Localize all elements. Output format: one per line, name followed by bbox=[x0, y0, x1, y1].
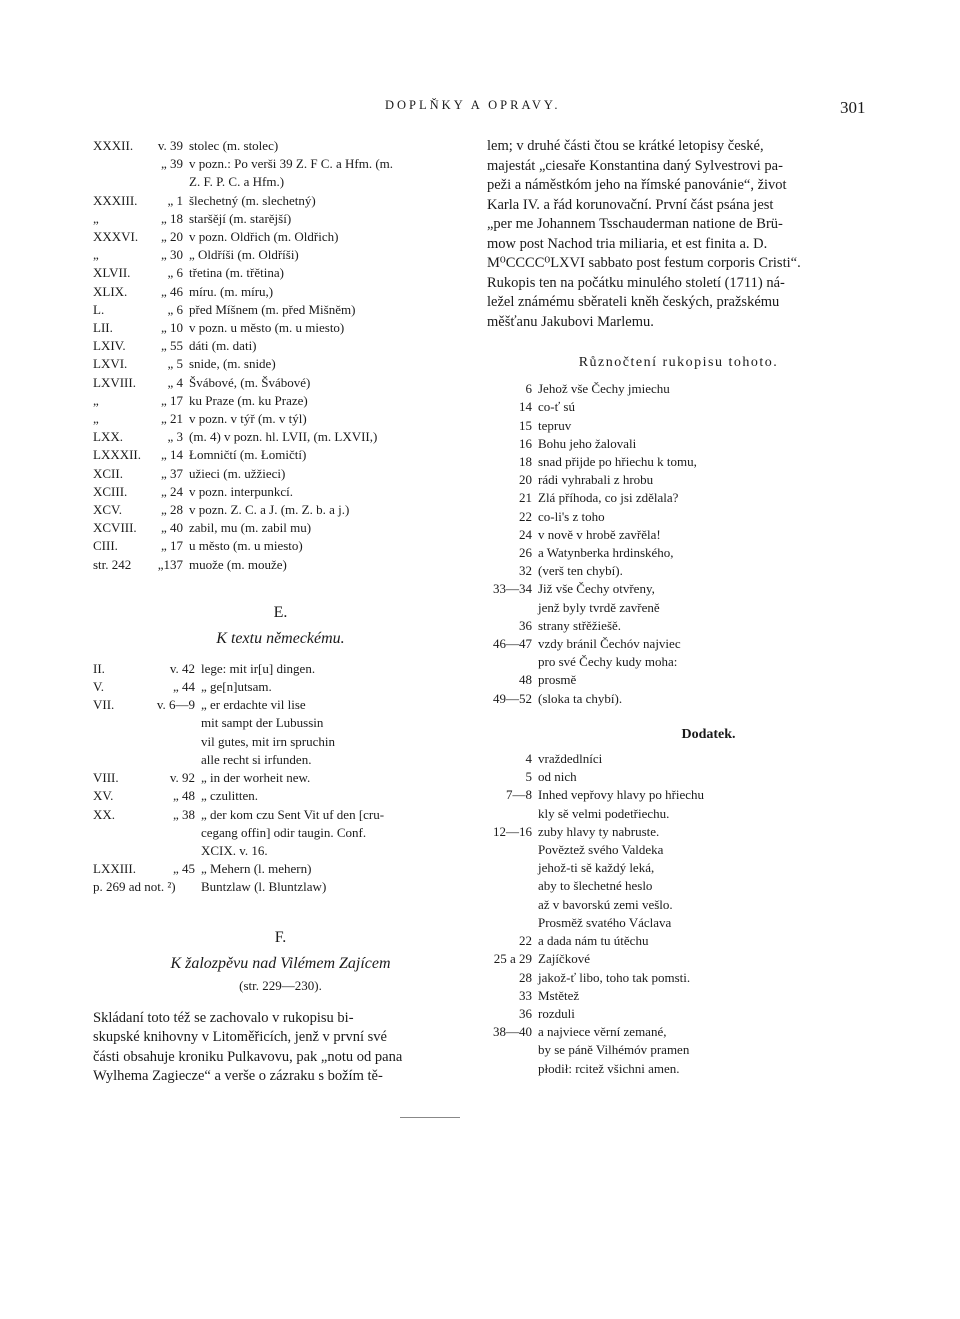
dodatek-verse-number: 5 bbox=[525, 769, 532, 785]
errata-correction: u město (m. u miesto) bbox=[189, 538, 303, 554]
readings-row bbox=[487, 508, 870, 526]
errata-verse: „ 18 bbox=[160, 210, 183, 226]
section-e-text: alle recht si irfunden. bbox=[201, 751, 312, 767]
dodatek-row bbox=[487, 896, 870, 914]
readings-row bbox=[487, 417, 870, 435]
right-paragraph bbox=[487, 137, 870, 332]
readings-row bbox=[487, 653, 870, 671]
section-f-paragraph bbox=[93, 1009, 468, 1087]
paragraph-line: Rukopis ten na počátku minulého století (1711) ná- bbox=[487, 274, 785, 291]
section-e-row bbox=[93, 733, 468, 751]
dodatek-row bbox=[487, 768, 870, 786]
errata-verse: „ 17 bbox=[160, 392, 183, 408]
section-e-verse: v. 92 bbox=[169, 770, 195, 786]
errata-correction: v pozn. v týř (m. v týl) bbox=[189, 411, 307, 427]
readings-verse-number: 24 bbox=[519, 526, 532, 542]
section-e-letter: E. bbox=[273, 603, 288, 621]
dodatek-row bbox=[487, 1005, 870, 1023]
paragraph-line: „per me Johannem Tsschauderman natione de Brü- bbox=[487, 216, 783, 232]
page-divider bbox=[400, 1117, 460, 1118]
readings-row bbox=[487, 489, 870, 507]
paragraph-line: peži a náměstkóm jeho na římské panovánie“, život bbox=[487, 177, 787, 193]
errata-correction: ku Praze (m. ku Praze) bbox=[189, 392, 308, 408]
readings-verse-number: 46—47 bbox=[493, 636, 532, 652]
errata-chapter: XCIII. bbox=[93, 483, 128, 499]
dodatek-verse-number bbox=[487, 1060, 538, 1078]
dodatek-verse-number bbox=[487, 877, 538, 895]
section-e-chapter bbox=[93, 824, 145, 842]
errata-chapter: XCV. bbox=[93, 502, 123, 518]
readings-verse-text: co-ť sú bbox=[538, 399, 575, 415]
errata-chapter: LXXXII. bbox=[93, 447, 142, 463]
section-e-row bbox=[93, 678, 468, 696]
readings-verse-text: strany střěžiešě. bbox=[538, 617, 622, 633]
errata-row bbox=[93, 519, 468, 537]
errata-chapter: LXVIII. bbox=[93, 374, 136, 390]
readings-row bbox=[487, 435, 870, 453]
dodatek-verse-number bbox=[487, 805, 538, 823]
paragraph-line: skupské knihovny v Litoměřicích, jenž v první své bbox=[93, 1029, 387, 1046]
errata-chapter: XCVIII. bbox=[93, 520, 137, 536]
paragraph-line: mow post Nachod tria miliaria, et est finita a. D. bbox=[487, 235, 768, 252]
right-column bbox=[487, 137, 870, 1078]
section-e-chapter bbox=[93, 714, 145, 732]
errata-row bbox=[93, 192, 468, 210]
dodatek-row bbox=[487, 750, 870, 768]
section-e-row bbox=[93, 787, 468, 805]
errata-correction: míru. (m. míru,) bbox=[189, 283, 274, 299]
paragraph-line: části obsahuje kroniku Pulkavovu, pak „notu od pana bbox=[93, 1048, 403, 1065]
readings-row bbox=[487, 580, 870, 598]
dodatek-verse-text: jakož-ť libo, toho tak pomsti. bbox=[538, 969, 691, 985]
errata-chapter: LXX. bbox=[93, 429, 123, 445]
errata-verse bbox=[149, 173, 189, 191]
errata-verse: v. 39 bbox=[157, 138, 183, 153]
errata-row bbox=[93, 337, 468, 355]
paragraph-line: lem; v druhé části čtou se krátké letopisy české, bbox=[487, 138, 764, 154]
errata-verse: „ 21 bbox=[160, 411, 183, 427]
errata-row bbox=[93, 210, 468, 228]
readings-verse-number: 22 bbox=[519, 508, 532, 524]
errata-verse: „ 46 bbox=[160, 283, 183, 299]
errata-correction: Švábové, (m. Švábové) bbox=[189, 374, 311, 390]
section-e-row bbox=[93, 769, 468, 787]
paragraph-line: M⁰CCCC⁰LXVI sabbato post festum corporis Cristi“. bbox=[487, 255, 801, 271]
section-f-title: K žalozpěvu nad Vilémem Zajícem bbox=[170, 954, 391, 972]
errata-verse: „ 37 bbox=[160, 465, 183, 481]
readings-verse-number: 26 bbox=[519, 545, 532, 561]
section-e-chapter: II. bbox=[93, 660, 105, 676]
section-e-verse: „ 45 bbox=[172, 861, 195, 877]
dodatek-verse-number bbox=[487, 896, 538, 914]
section-e-row bbox=[93, 660, 468, 678]
errata-row bbox=[93, 283, 468, 301]
readings-row bbox=[487, 526, 870, 544]
section-e-verse bbox=[145, 824, 201, 842]
errata-chapter: XXXII. bbox=[93, 138, 134, 153]
dodatek-row bbox=[487, 786, 870, 804]
dodatek-verse-text: až v bavorskú zemi vešlo. bbox=[538, 896, 673, 912]
dodatek-row bbox=[487, 1041, 870, 1059]
dodatek-verse-number: 33 bbox=[519, 987, 532, 1003]
section-e-verse bbox=[145, 733, 201, 751]
readings-verse-text: v nově v hrobě zavřěla! bbox=[538, 526, 661, 542]
section-e-verse bbox=[145, 842, 201, 860]
dodatek-verse-text: Pověztež svého Valdeka bbox=[538, 842, 664, 858]
section-e-verse: „ 38 bbox=[172, 806, 195, 822]
section-e-verse bbox=[145, 751, 201, 769]
errata-row bbox=[93, 319, 468, 337]
errata-row bbox=[93, 155, 468, 173]
dodatek-verse-text: Mstětež bbox=[538, 987, 580, 1003]
readings-row bbox=[487, 562, 870, 580]
section-e-verse: „ 48 bbox=[172, 788, 195, 804]
section-e-chapter: VIII. bbox=[93, 770, 119, 786]
errata-verse: „ 30 bbox=[160, 247, 183, 263]
readings-row bbox=[487, 453, 870, 471]
errata-correction: stolec (m. stolec) bbox=[189, 138, 279, 153]
errata-chapter: „ bbox=[93, 411, 99, 427]
errata-row bbox=[93, 410, 468, 428]
errata-correction: šlechetný (m. slechetný) bbox=[189, 192, 316, 208]
running-title: DOPLŇKY A OPRAVY. bbox=[385, 98, 561, 112]
paragraph-line: měšťanu Jakubovi Marlemu. bbox=[487, 313, 654, 330]
errata-correction: „ Oldříši (m. Oldříši) bbox=[189, 247, 299, 263]
errata-verse: „ 10 bbox=[160, 320, 183, 336]
errata-correction: Z. F. P. C. a Hfm.) bbox=[189, 174, 285, 190]
dodatek-verse-text: zuby hlavy ty nabruste. bbox=[538, 823, 660, 839]
readings-verse-text: Již vše Čechy otvřeny, bbox=[538, 581, 655, 597]
errata-verse: „ 3 bbox=[167, 429, 183, 445]
dodatek-verse-text: Zajíčkové bbox=[538, 951, 590, 967]
paragraph-line: Skládaní toto též se zachovalo v rukopisu bi- bbox=[93, 1009, 354, 1026]
dodatek-verse-number: 36 bbox=[519, 1005, 532, 1021]
readings-verse-text: (sloka ta chybí). bbox=[538, 690, 623, 706]
section-e-verse bbox=[145, 878, 201, 896]
dodatek-verse-text: a dada nám tu útěchu bbox=[538, 933, 649, 949]
errata-chapter: „ bbox=[93, 392, 99, 408]
readings-verse-text: prosmě bbox=[538, 672, 577, 688]
dodatek-verse-text: a najviece věrní zemané, bbox=[538, 1024, 667, 1040]
errata-correction: užieci (m. užžieci) bbox=[189, 465, 286, 481]
section-e-row bbox=[93, 860, 468, 878]
section-e-text: „ Mehern (l. mehern) bbox=[201, 861, 312, 877]
section-e-text: „ in der worheit new. bbox=[201, 770, 311, 786]
errata-chapter bbox=[93, 155, 149, 173]
section-e-row bbox=[93, 714, 468, 732]
errata-verse: „ 20 bbox=[160, 229, 183, 245]
dodatek-verse-number: 12—16 bbox=[493, 823, 532, 839]
readings-verse-text: Jehož vše Čechy jmiechu bbox=[538, 381, 670, 397]
errata-correction: Łomničtí (m. Łomičtí) bbox=[189, 447, 307, 463]
readings-verse-text: vzdy bránil Čechóv najviec bbox=[538, 636, 681, 652]
errata-correction: snide, (m. snide) bbox=[189, 356, 276, 372]
section-e-chapter: p. 269 ad not. ²) bbox=[93, 879, 176, 895]
section-e-text: mit sampt der Lubussin bbox=[201, 715, 324, 731]
dodatek-verse-text: rozduli bbox=[538, 1005, 575, 1021]
readings-verse-text: snad přijde po hřiechu k tomu, bbox=[538, 454, 697, 470]
section-e-verse: v. 6—9 bbox=[156, 697, 195, 713]
errata-verse: „ 5 bbox=[167, 356, 183, 372]
errata-row bbox=[93, 483, 468, 501]
dodatek-verse-text: Prosměž svatého Václava bbox=[538, 914, 672, 930]
errata-verse: „ 6 bbox=[167, 265, 183, 281]
errata-chapter: LXVI. bbox=[93, 356, 128, 372]
errata-correction: dáti (m. dati) bbox=[189, 338, 257, 354]
errata-correction: v pozn. interpunkcí. bbox=[189, 483, 293, 499]
dodatek-row bbox=[487, 1060, 870, 1078]
readings-verse-number bbox=[487, 653, 538, 671]
errata-correction: v pozn. u město (m. u miesto) bbox=[189, 320, 345, 336]
readings-row bbox=[487, 599, 870, 617]
dodatek-row bbox=[487, 823, 870, 841]
readings-verse-number: 6 bbox=[525, 381, 532, 397]
errata-row bbox=[93, 228, 468, 246]
errata-row bbox=[93, 537, 468, 555]
errata-verse: „ 28 bbox=[160, 502, 183, 518]
errata-chapter: XXXIII. bbox=[93, 192, 138, 208]
dodatek-row bbox=[487, 1023, 870, 1041]
dodatek-row bbox=[487, 987, 870, 1005]
errata-chapter bbox=[93, 173, 149, 191]
errata-correction: v pozn. Z. C. a J. (m. Z. b. a j.) bbox=[189, 502, 350, 518]
dodatek-row bbox=[487, 932, 870, 950]
errata-chapter: LII. bbox=[93, 320, 113, 336]
dodatek-row bbox=[487, 859, 870, 877]
paragraph-line: Karla IV. a řád korunovační. První část psána jest bbox=[487, 196, 774, 213]
readings-row bbox=[487, 690, 870, 708]
section-e-text: Buntzlaw (l. Bluntzlaw) bbox=[201, 879, 327, 895]
section-e-chapter bbox=[93, 842, 145, 860]
errata-verse: „ 24 bbox=[160, 483, 183, 499]
dodatek-verse-number bbox=[487, 841, 538, 859]
readings-row bbox=[487, 380, 870, 398]
section-e-text: vil gutes, mit irn spruchin bbox=[201, 733, 335, 749]
errata-verse: „ 4 bbox=[167, 374, 183, 390]
page-number: 301 bbox=[840, 98, 866, 117]
errata-verse: „ 17 bbox=[160, 538, 183, 554]
section-f-letter: F. bbox=[274, 928, 287, 946]
errata-verse: „ 39 bbox=[160, 156, 183, 172]
readings-verse-text: jenž byly tvrdě zavřeně bbox=[538, 599, 660, 615]
errata-chapter: str. 242 bbox=[93, 556, 132, 572]
dodatek-verse-text: od nich bbox=[538, 769, 577, 785]
section-e-title: K textu německému. bbox=[216, 629, 345, 647]
errata-chapter: LXIV. bbox=[93, 338, 126, 354]
readings-verse-number: 18 bbox=[519, 454, 532, 470]
errata-verse: „ 40 bbox=[160, 520, 183, 536]
dodatek-row bbox=[487, 805, 870, 823]
section-e-chapter: LXXIII. bbox=[93, 861, 136, 877]
errata-row bbox=[93, 446, 468, 464]
readings-row bbox=[487, 635, 870, 653]
section-e-chapter: VII. bbox=[93, 697, 115, 713]
readings-verse-number: 48 bbox=[519, 672, 532, 688]
section-e-text: „ der kom czu Sent Vit uf den [cru- bbox=[201, 806, 385, 822]
readings-verse-number bbox=[487, 599, 538, 617]
errata-chapter: „ bbox=[93, 247, 99, 263]
dodatek-verse-number bbox=[487, 859, 538, 877]
errata-row bbox=[93, 501, 468, 519]
section-e-row bbox=[93, 842, 468, 860]
readings-verse-number: 33—34 bbox=[493, 581, 532, 597]
paragraph-line: majestát „ciesaře Konstantina daný Sylvestrovi pa- bbox=[487, 157, 783, 174]
section-e-text: „ ge[n]utsam. bbox=[201, 679, 272, 695]
dodatek-row bbox=[487, 969, 870, 987]
readings-verse-number: 14 bbox=[519, 399, 532, 415]
section-e-text: „ er erdachte vil lise bbox=[201, 697, 306, 713]
readings-verse-number: 16 bbox=[519, 435, 532, 451]
errata-correction: muože (m. mouže) bbox=[189, 556, 287, 572]
errata-correction: zabil, mu (m. zabil mu) bbox=[189, 520, 312, 536]
readings-verse-text: (verš ten chybí). bbox=[538, 563, 623, 579]
section-e-verse: „ 44 bbox=[172, 679, 195, 695]
errata-chapter: „ bbox=[93, 210, 99, 226]
section-f-subtitle: (str. 229—230). bbox=[239, 977, 322, 993]
errata-row bbox=[93, 428, 468, 446]
section-e-row bbox=[93, 751, 468, 769]
dodatek-verse-text: aby to šlechetné heslo bbox=[538, 878, 653, 894]
section-e-chapter: V. bbox=[93, 679, 104, 695]
errata-verse: „ 1 bbox=[167, 192, 183, 208]
dodatek-row bbox=[487, 841, 870, 859]
dodatek-verse-text: jehož-ti sě každý leká, bbox=[538, 860, 655, 876]
dodatek-verse-text: kly sě velmi podetřiechu. bbox=[538, 805, 670, 821]
section-e-chapter: XX. bbox=[93, 806, 116, 822]
readings-verse-number: 36 bbox=[519, 617, 532, 633]
dodatek-verse-number bbox=[487, 1041, 538, 1059]
readings-verse-text: Zlá příhoda, co jsi zdělala? bbox=[538, 490, 679, 506]
errata-verse: „ 55 bbox=[160, 338, 183, 354]
readings-row bbox=[487, 544, 870, 562]
errata-row bbox=[93, 264, 468, 282]
errata-list bbox=[93, 137, 468, 574]
left-column bbox=[93, 137, 468, 1087]
section-e-row bbox=[93, 696, 468, 714]
readings-verse-number: 21 bbox=[519, 490, 532, 506]
dodatek-verse-number: 4 bbox=[525, 751, 532, 767]
dodatek-verse-text: Inhed vepřovy hlavy po hřiechu bbox=[538, 787, 705, 803]
section-e-text: „ czulitten. bbox=[201, 788, 259, 804]
dodatek-verse-number bbox=[487, 914, 538, 932]
paragraph-line: Wylhema Zagiecze“ a verše o zázraku s božím tě- bbox=[93, 1068, 383, 1085]
errata-row bbox=[93, 173, 468, 191]
dodatek-verse-text: płodił: rcitež všichni amen. bbox=[538, 1060, 680, 1076]
dodatek-heading: Dodatek. bbox=[681, 726, 736, 742]
dodatek-verse-text: by se páně Vilhémóv pramen bbox=[538, 1042, 690, 1058]
readings-verse-text: Bohu jeho žalovali bbox=[538, 435, 637, 451]
readings-row bbox=[487, 398, 870, 416]
errata-row bbox=[93, 301, 468, 319]
readings-verse-number: 49—52 bbox=[493, 690, 532, 706]
readings-row bbox=[487, 671, 870, 689]
section-e-chapter bbox=[93, 733, 145, 751]
dodatek-verse-number: 25 a 29 bbox=[493, 951, 532, 967]
errata-verse: „ 14 bbox=[160, 447, 183, 463]
errata-chapter: L. bbox=[93, 301, 105, 317]
readings-verse-text: co-li's z toho bbox=[538, 508, 605, 524]
section-e-row bbox=[93, 878, 468, 896]
readings-verse-text: a Watynberka hrdinského, bbox=[538, 545, 674, 561]
dodatek-list bbox=[487, 750, 870, 1078]
dodatek-verse-number: 28 bbox=[519, 969, 532, 985]
errata-row bbox=[93, 246, 468, 264]
readings-list bbox=[487, 380, 870, 708]
readings-verse-number: 15 bbox=[519, 417, 532, 433]
errata-row bbox=[93, 392, 468, 410]
errata-row bbox=[93, 465, 468, 483]
readings-verse-text: pro své Čechy kudy moha: bbox=[538, 654, 678, 670]
errata-row bbox=[93, 355, 468, 373]
readings-verse-number: 32 bbox=[519, 563, 532, 579]
errata-chapter: XCII. bbox=[93, 465, 123, 481]
dodatek-verse-number: 38—40 bbox=[493, 1024, 532, 1040]
section-e-verse bbox=[145, 714, 201, 732]
section-e-chapter bbox=[93, 751, 145, 769]
readings-verse-text: rádi vyhrabali z hrobu bbox=[538, 472, 654, 488]
errata-chapter: XXXVI. bbox=[93, 229, 139, 245]
section-e-verse: v. 42 bbox=[169, 660, 195, 676]
section-e-text: XCIX. v. 16. bbox=[201, 842, 268, 858]
dodatek-row bbox=[487, 877, 870, 895]
errata-chapter: CIII. bbox=[93, 538, 118, 554]
readings-heading: Různočtení rukopisu tohoto. bbox=[578, 355, 779, 370]
readings-verse-number: 20 bbox=[519, 472, 532, 488]
errata-correction: v pozn.: Po verši 39 Z. F C. a Hfm. (m. bbox=[189, 156, 394, 172]
section-e-text: cegang offin] odir taugin. Conf. bbox=[201, 824, 367, 840]
section-e-chapter: XV. bbox=[93, 788, 114, 804]
dodatek-verse-number: 22 bbox=[519, 933, 532, 949]
section-e-row bbox=[93, 824, 468, 842]
errata-chapter: XLVII. bbox=[93, 265, 131, 281]
paragraph-line: ležel známému sběrateli kněh českých, pražskému bbox=[487, 294, 780, 310]
readings-verse-text: tepruv bbox=[538, 417, 572, 433]
errata-correction: (m. 4) v pozn. hl. LVII, (m. LXVII,) bbox=[189, 429, 378, 445]
errata-correction: staršějí (m. starější) bbox=[189, 210, 292, 226]
dodatek-row bbox=[487, 950, 870, 968]
section-e-text: lege: mit ir[u] dingen. bbox=[201, 660, 316, 676]
errata-row bbox=[93, 556, 468, 574]
errata-correction: před Míšnem (m. před Mišněm) bbox=[189, 301, 356, 317]
errata-verse: „ 6 bbox=[167, 301, 183, 317]
section-e-list bbox=[93, 660, 468, 897]
dodatek-verse-text: vraždedlníci bbox=[538, 751, 603, 767]
readings-row bbox=[487, 471, 870, 489]
dodatek-verse-number: 7—8 bbox=[506, 787, 532, 803]
errata-row bbox=[93, 137, 468, 155]
errata-correction: v pozn. Oldřich (m. Oldřich) bbox=[189, 229, 339, 245]
dodatek-row bbox=[487, 914, 870, 932]
errata-correction: třetina (m. třětina) bbox=[189, 265, 284, 281]
section-e-row bbox=[93, 806, 468, 824]
readings-row bbox=[487, 617, 870, 635]
errata-chapter: XLIX. bbox=[93, 283, 128, 299]
errata-row bbox=[93, 374, 468, 392]
errata-verse: „137 bbox=[157, 556, 183, 572]
